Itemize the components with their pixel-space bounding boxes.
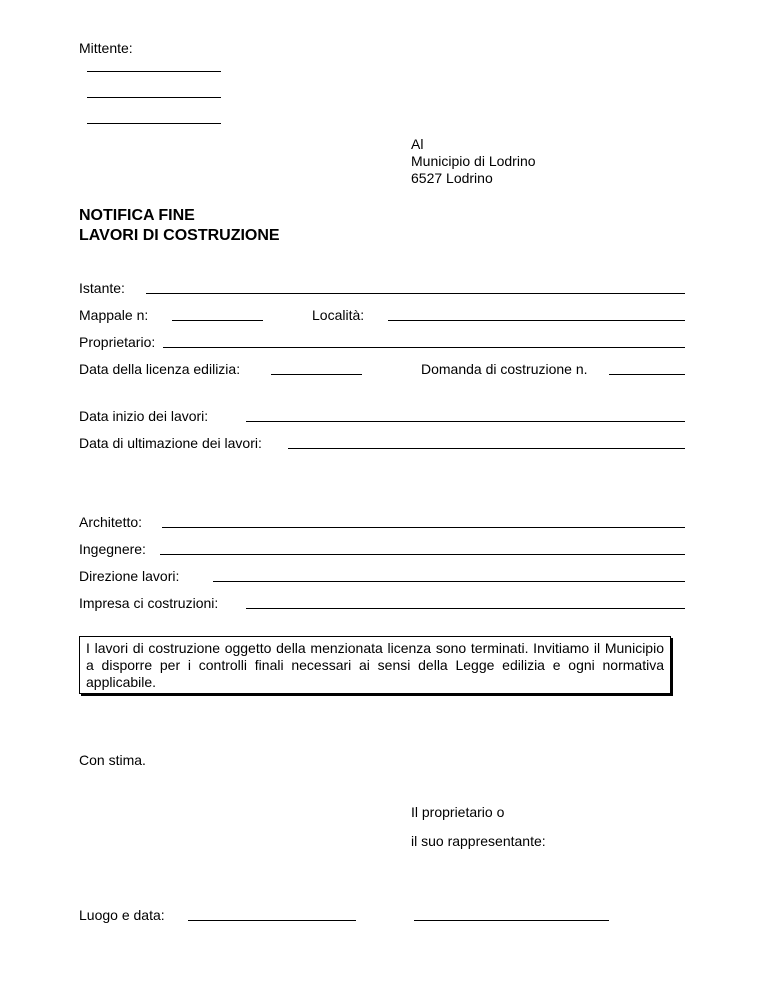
direzione-lavori-label: Direzione lavori: [79,568,180,584]
istante-field[interactable] [146,293,685,294]
architetto-field[interactable] [162,527,685,528]
sender-name-field[interactable] [87,71,221,72]
recipient-line-1: Al [411,136,424,152]
inizio-lavori-field[interactable] [246,421,685,422]
ingegnere-field[interactable] [160,554,685,555]
inizio-lavori-label: Data inizio dei lavori: [79,408,209,424]
ultimazione-lavori-field[interactable] [288,448,685,449]
istante-label: Istante: [79,280,125,296]
luogo-data-label: Luogo e data: [79,907,165,923]
ultimazione-lavori-label: Data di ultimazione dei lavori: [79,435,262,451]
sender-address-field[interactable] [87,97,221,98]
closing-text: Con stima. [79,752,146,768]
domanda-field[interactable] [609,374,685,375]
ingegnere-label: Ingegnere: [79,541,146,557]
sender-city-field[interactable] [87,123,221,124]
completion-notice-box: I lavori di costruzione oggetto della menzionata licenza sono terminati. Invitiamo il Municipio a disporre per i controlli finali necessari ai sensi della Legge edilizia e ogni normativa applicabile. [79,636,671,694]
document-title-line-1: NOTIFICA FINE [79,207,195,224]
mappale-label: Mappale n: [79,307,149,323]
data-licenza-field[interactable] [271,374,362,375]
impresa-field[interactable] [246,608,685,609]
data-licenza-label: Data della licenza edilizia: [79,361,241,377]
localita-field[interactable] [388,320,685,321]
proprietario-label: Proprietario: [79,334,156,350]
proprietario-field[interactable] [163,347,685,348]
recipient-line-2: Municipio di Lodrino [411,153,536,169]
mappale-field[interactable] [172,320,263,321]
signature-label-line-2: il suo rappresentante: [411,833,546,849]
recipient-line-3: 6527 Lodrino [411,170,493,186]
luogo-data-field[interactable] [188,920,356,921]
sender-label: Mittente: [79,40,133,56]
direzione-lavori-field[interactable] [213,581,685,582]
architetto-label: Architetto: [79,514,143,530]
signature-field[interactable] [414,920,609,921]
document-title-line-2: LAVORI DI COSTRUZIONE [79,227,280,244]
impresa-label: Impresa ci costruzioni: [79,595,219,611]
localita-label: Località: [312,307,365,323]
signature-label-line-1: Il proprietario o [411,804,505,820]
domanda-label: Domanda di costruzione n. [421,361,588,377]
